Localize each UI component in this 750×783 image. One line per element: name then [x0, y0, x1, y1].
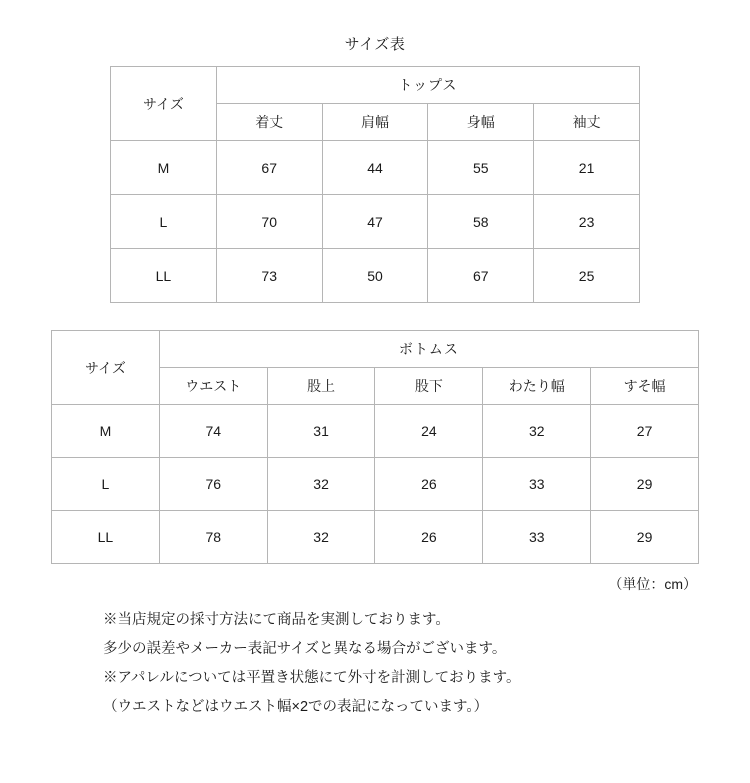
note-line: ※アパレルについては平置き状態にて外寸を計測しております。	[103, 670, 521, 687]
table-row	[111, 141, 640, 195]
table-cell: 24	[375, 405, 483, 458]
page-title: サイズ表	[344, 36, 406, 53]
table-header-row	[111, 67, 640, 104]
table-cell: 74	[159, 405, 267, 458]
table-header-row	[52, 331, 699, 368]
tops-column-header: 肩幅	[322, 104, 428, 141]
tops-table-wrapper	[110, 66, 640, 303]
bottoms-table-wrapper	[51, 330, 699, 564]
size-chart-page	[0, 33, 750, 783]
table-cell: 70	[216, 195, 322, 249]
tops-group-header: トップス	[216, 67, 639, 104]
row-size-label: M	[111, 141, 217, 195]
table-cell: 47	[322, 195, 428, 249]
table-cell: 76	[159, 458, 267, 511]
tops-column-header: 着丈	[216, 104, 322, 141]
row-size-label: LL	[111, 249, 217, 303]
bottoms-column-header: ウエスト	[159, 368, 267, 405]
bottoms-column-header: すそ幅	[591, 368, 699, 405]
table-cell: 33	[483, 511, 591, 564]
bottoms-size-header: サイズ	[52, 331, 160, 405]
table-cell: 67	[428, 249, 534, 303]
row-size-label: L	[111, 195, 217, 249]
table-cell: 23	[534, 195, 640, 249]
table-cell: 55	[428, 141, 534, 195]
table-cell: 25	[534, 249, 640, 303]
bottoms-column-header: 股上	[267, 368, 375, 405]
tops-column-header: 袖丈	[534, 104, 640, 141]
notes-section	[65, 610, 685, 718]
note-line: （ウエストなどはウエスト幅×2での表記になっています。）	[103, 699, 489, 716]
table-cell: 32	[267, 511, 375, 564]
table-cell: 26	[375, 458, 483, 511]
table-cell: 32	[267, 458, 375, 511]
table-row	[52, 458, 699, 511]
row-size-label: L	[52, 458, 160, 511]
row-size-label: LL	[52, 511, 160, 564]
table-cell: 78	[159, 511, 267, 564]
table-cell: 31	[267, 405, 375, 458]
tops-size-header: サイズ	[111, 67, 217, 141]
table-cell: 44	[322, 141, 428, 195]
table-cell: 32	[483, 405, 591, 458]
table-cell: 29	[591, 458, 699, 511]
row-size-label: M	[52, 405, 160, 458]
table-row	[52, 405, 699, 458]
table-cell: 26	[375, 511, 483, 564]
table-cell: 73	[216, 249, 322, 303]
table-row	[111, 249, 640, 303]
table-cell: 21	[534, 141, 640, 195]
tops-size-table	[110, 66, 640, 303]
table-cell: 29	[591, 511, 699, 564]
bottoms-column-header: 股下	[375, 368, 483, 405]
table-cell: 33	[483, 458, 591, 511]
bottoms-size-table	[51, 330, 699, 564]
bottoms-group-header: ボトムス	[159, 331, 698, 368]
note-line: ※当店規定の採寸方法にて商品を実測しております。	[103, 612, 450, 628]
tops-column-header: 身幅	[428, 104, 534, 141]
bottoms-column-header: わたり幅	[483, 368, 591, 405]
note-line: 多少の誤差やメーカー表記サイズと異なる場合がございます。	[103, 641, 507, 658]
table-row	[111, 195, 640, 249]
table-row	[52, 511, 699, 564]
table-cell: 27	[591, 405, 699, 458]
table-cell: 50	[322, 249, 428, 303]
table-cell: 67	[216, 141, 322, 195]
table-cell: 58	[428, 195, 534, 249]
unit-note: （単位：cm）	[608, 576, 697, 592]
